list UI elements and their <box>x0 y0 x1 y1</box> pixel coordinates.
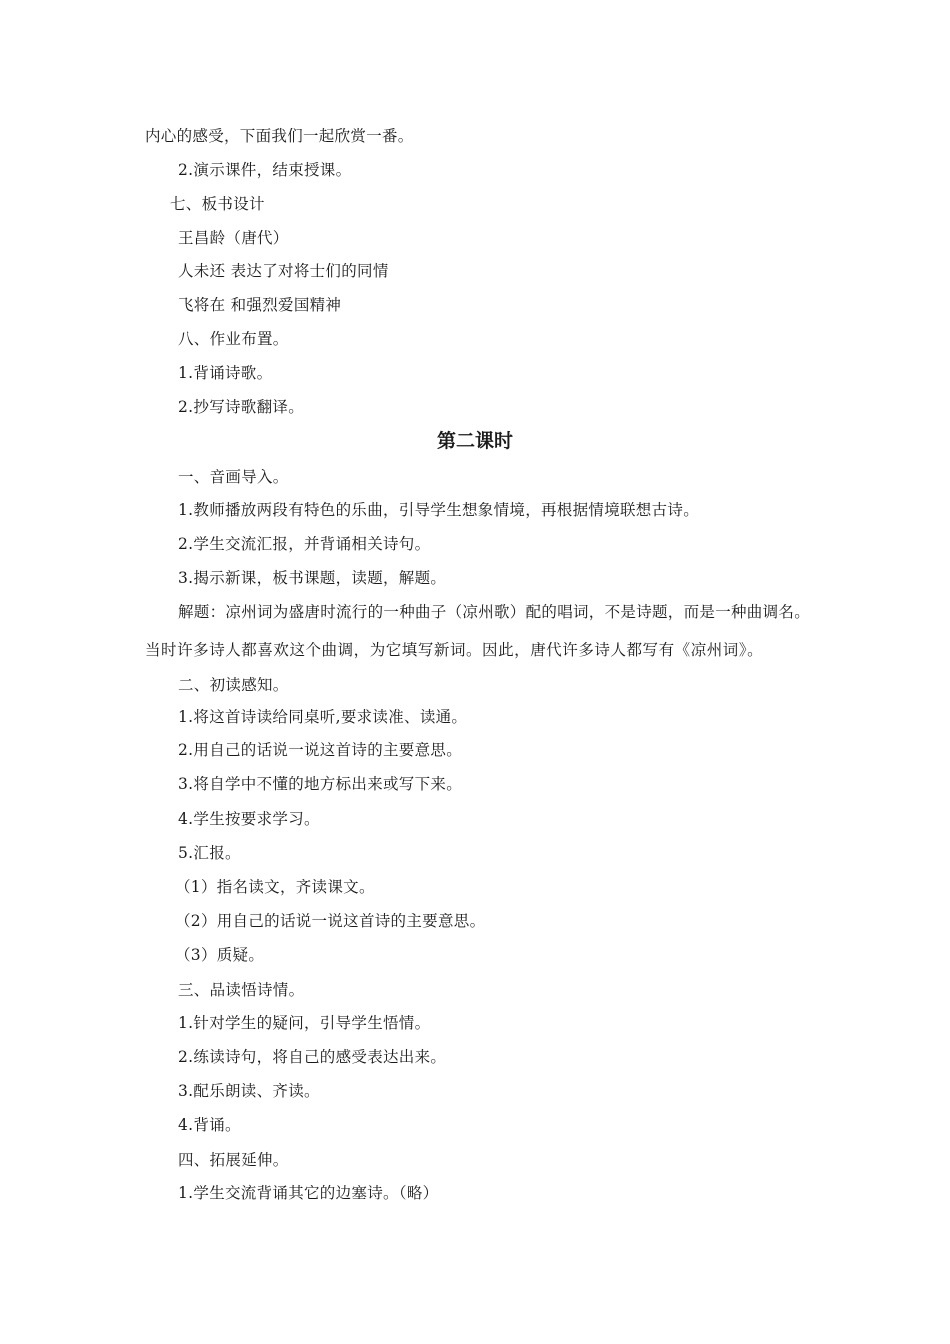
text-line: （1）指名读文，齐读课文。 <box>175 878 375 896</box>
text-line: 2.用自己的话说一说这首诗的主要意思。 <box>178 741 462 759</box>
text-line: 内心的感受，下面我们一起欣赏一番。 <box>145 127 414 145</box>
section-heading: 七、板书设计 <box>170 195 265 213</box>
section-heading: 三、品读悟诗情。 <box>178 981 305 999</box>
text-line: 1.背诵诗歌。 <box>178 364 273 382</box>
text-line: 5.汇报。 <box>178 844 241 862</box>
text-line: 2.学生交流汇报，并背诵相关诗句。 <box>178 535 431 553</box>
text-line: 解题：凉州词为盛唐时流行的一种曲子（凉州歌）配的唱词，不是诗题，而是一种曲调名。 <box>178 603 811 621</box>
text-line: 1.将这首诗读给同桌听,要求读准、读通。 <box>178 708 468 726</box>
section-heading: 二、初读感知。 <box>178 676 289 694</box>
lesson-title: 第二课时 <box>436 430 513 452</box>
text-line: 3.将自学中不懂的地方标出来或写下来。 <box>178 775 462 793</box>
section-heading: 一、音画导入。 <box>178 468 289 486</box>
text-line: 1.教师播放两段有特色的乐曲，引导学生想象情境，再根据情境联想古诗。 <box>178 501 699 519</box>
text-line: 2.练读诗句，将自己的感受表达出来。 <box>178 1048 447 1066</box>
text-line: 4.学生按要求学习。 <box>178 810 320 828</box>
text-line: 王昌龄（唐代） <box>178 229 289 247</box>
text-line: 4.背诵。 <box>178 1116 241 1134</box>
text-line: 2.演示课件，结束授课。 <box>178 161 352 179</box>
text-line: 1.针对学生的疑问，引导学生悟情。 <box>178 1014 431 1032</box>
text-line: 人未还 表达了对将士们的同情 <box>178 262 389 280</box>
section-heading: 四、拓展延伸。 <box>178 1151 289 1169</box>
text-line: （3）质疑。 <box>175 946 265 964</box>
text-line: 当时许多诗人都喜欢这个曲调，为它填写新词。因此，唐代许多诗人都写有《凉州词》。 <box>145 641 764 659</box>
text-line: （2）用自己的话说一说这首诗的主要意思。 <box>175 912 486 930</box>
section-heading: 八、作业布置。 <box>178 330 289 348</box>
text-line: 1.学生交流背诵其它的边塞诗。（略） <box>178 1184 439 1202</box>
text-line: 飞将在 和强烈爱国精神 <box>178 296 342 314</box>
text-line: 3.揭示新课，板书课题，读题，解题。 <box>178 569 447 587</box>
text-line: 2.抄写诗歌翻译。 <box>178 398 304 416</box>
text-line: 3.配乐朗读、齐读。 <box>178 1082 320 1100</box>
